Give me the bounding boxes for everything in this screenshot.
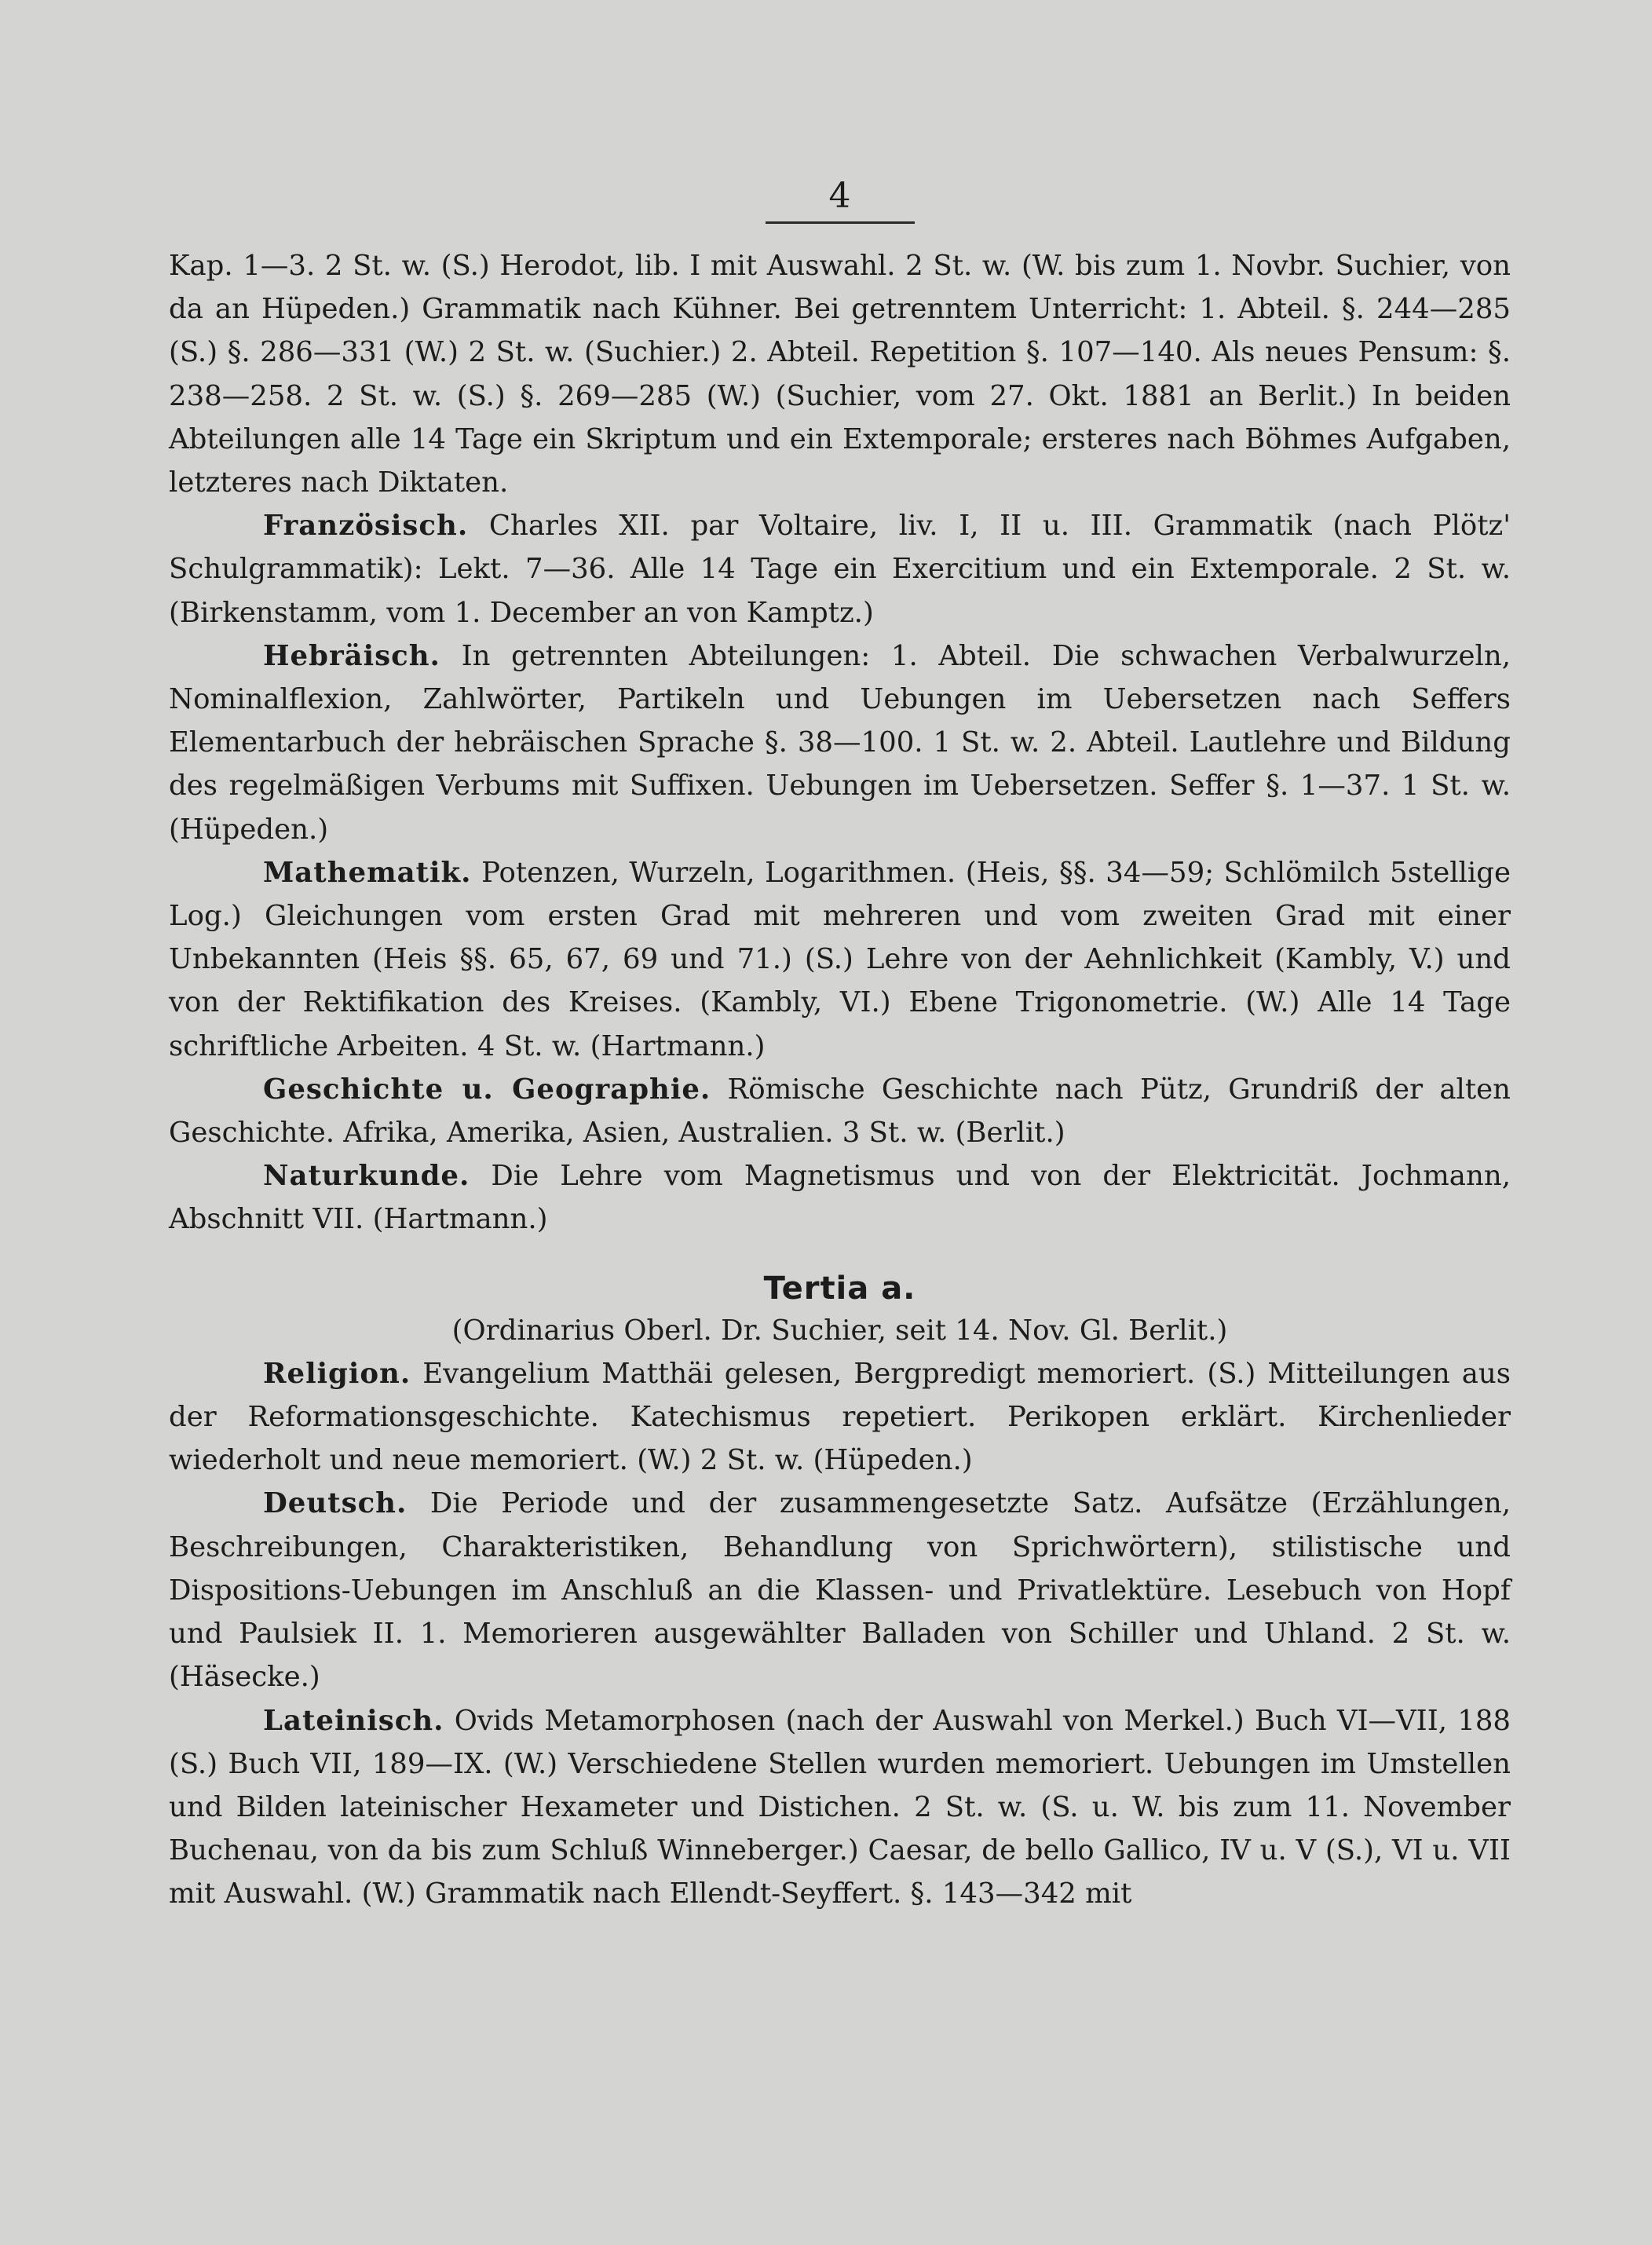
section-text: Die Periode und der zusammengesetzte Satz. Aufsätze (Erzählungen, Beschreibungen, Charakteristiken, Behandlung von Sprichwörtern), stilistische und Dispositions-Uebungen im Anschluß an die Klassen- und Privatlektüre. Lesebuch von Hopf und Paulsiek II. 1. Memorieren ausgewählter Balladen von Schiller und Uhland. 2 St. w. (Häsecke.) <box>169 1487 1511 1694</box>
section-heading: Mathematik. <box>263 856 472 889</box>
class-title: Tertia a. <box>763 1270 916 1307</box>
section-text: Potenzen, Wurzeln, Logarithmen. (Heis, §§. 34—59; Schlömilch 5stellige Log.) Gleichungen vom ersten Grad mit mehreren und vom zweiten Grad mit einer Unbekannten (Heis §§. 65, 67, 69 und 71.) (S.) Lehre von der Aehnlichkeit (Kambly, V.) und von der Rektifikation des Kreises. (Kambly, VI.) Ebene Trigonometrie. (W.) Alle 14 Tage schriftliche Arbeiten. 4 St. w. (Hartmann.) <box>169 856 1511 1062</box>
class-ordinarius: (Ordinarius Oberl. Dr. Suchier, seit 14. Nov. Gl. Berlit.) <box>451 1314 1228 1347</box>
section-religion <box>169 1352 1511 1483</box>
section-text: Die Lehre vom Magnetismus und von der Elektricität. Jochmann, Abschnitt VII. (Hartmann.) <box>169 1160 1511 1236</box>
page-number-rule <box>766 221 915 224</box>
section-text: Evangelium Matthäi gelesen, Bergpredigt memoriert. (S.) Mitteilungen aus der Reformationsgeschichte. Katechismus repetiert. Perikopen erklärt. Kirchenlieder wiederholt und neue memoriert. (W.) 2 St. w. (Hüpeden.) <box>169 1357 1511 1477</box>
section-heading: Hebräisch. <box>263 639 440 672</box>
section-heading: Geschichte u. Geographie. <box>263 1073 711 1106</box>
intro-paragraph: Kap. 1—3. 2 St. w. (S.) Herodot, lib. I mit Auswahl. 2 St. w. (W. bis zum 1. Novbr. Suchier, von da an Hüpeden.) Grammatik nach Kühner. Bei getrenntem Unterricht: 1. Abteil. §. 244—285 (S.) §. 286—331 (W.) 2 St. w. (Suchier.) 2. Abteil. Repetition §. 107—140. Als neues Pensum: §. 238—258. 2 St. w. (S.) §. 269—285 (W.) (Suchier, vom 27. Okt. 1881 an Berlit.) In beiden Abteilungen alle 14 Tage ein Skriptum und ein Extemporale; ersteres nach Böhmes Aufgaben, letzteres nach Diktaten. <box>169 250 1511 499</box>
section-text: Charles XII. par Voltaire, liv. I, II u. III. Grammatik (nach Plötz' Schulgrammatik): Lekt. 7—36. Alle 14 Tage ein Exercitium und ein Extemporale. 2 St. w. (Birkenstamm, vom 1. December an von Kamptz.) <box>169 510 1511 629</box>
section-heading: Naturkunde. <box>263 1160 470 1193</box>
section-text: In getrennten Abteilungen: 1. Abteil. Die schwachen Verbalwurzeln, Nominalflexion, Zahlwörter, Partikeln und Uebungen im Uebersetzen nach Seffers Elementarbuch der hebräischen Sprache §. 38—100. 1 St. w. 2. Abteil. Lautlehre und Bildung des regelmäßigen Verbums mit Suffixen. Uebungen im Uebersetzen. Seffer §. 1—37. 1 St. w. (Hüpeden.) <box>169 639 1511 846</box>
section-naturkunde <box>169 1154 1511 1241</box>
section-lateinisch <box>169 1699 1511 1916</box>
section-heading: Religion. <box>263 1357 411 1390</box>
section-hebraeisch <box>169 634 1511 851</box>
section-mathematik <box>169 851 1511 1068</box>
section-text: Ovids Metamorphosen (nach der Auswahl von Merkel.) Buch VI—VII, 188 (S.) Buch VII, 189—IX. (W.) Verschiedene Stellen wurden memoriert. Uebungen im Umstellen und Bilden lateinischer Hexameter und Distichen. 2 St. w. (S. u. W. bis zum 11. November Buchenau, von da bis zum Schluß Winneberger.) Caesar, de bello Gallico, IV u. V (S.), VI u. VII mit Auswahl. (W.) Grammatik nach Ellendt-Seyffert. §. 143—342 mit <box>169 1704 1511 1910</box>
page-number: 4 <box>828 176 851 216</box>
section-deutsch <box>169 1482 1511 1698</box>
section-heading: Deutsch. <box>263 1487 408 1520</box>
section-franzoesisch <box>169 504 1511 634</box>
section-text: Römische Geschichte nach Pütz, Grundriß der alten Geschichte. Afrika, Amerika, Asien, Australien. 3 St. w. (Berlit.) <box>169 1073 1511 1150</box>
section-heading: Lateinisch. <box>263 1704 444 1737</box>
section-heading: Französisch. <box>263 510 469 543</box>
section-geschichte <box>169 1068 1511 1154</box>
